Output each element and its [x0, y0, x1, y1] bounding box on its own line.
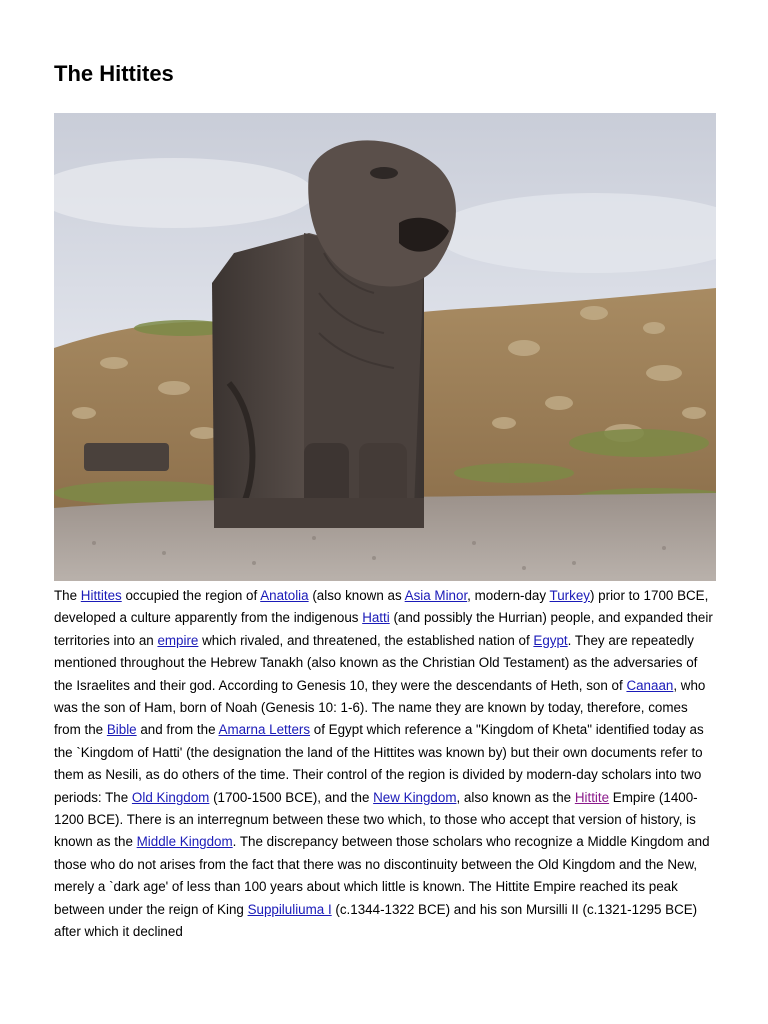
page-title: The Hittites	[54, 61, 174, 86]
lion-statue-photo	[54, 113, 716, 581]
paragraph-text: , who was the son of Ham, born of Noah (Genesis 10: 1-6). The name they are known by today, therefore, comes from the	[54, 677, 706, 738]
link-turkey[interactable]: Turkey	[549, 588, 590, 603]
photo-illustration	[54, 113, 716, 581]
paragraph-text: ) prior to 1700 BCE, developed a culture apparently from the indigenous	[54, 588, 709, 626]
link-suppiluliuma-i[interactable]: Suppiluliuma I	[247, 901, 332, 917]
link-hittite[interactable]: Hittite	[574, 789, 610, 805]
paragraph-text: and from the	[136, 722, 219, 738]
paragraph-text: which rivaled, and threatened, the established nation of	[198, 632, 534, 648]
link-egypt[interactable]: Egypt	[533, 632, 568, 648]
paragraph-text: (c.1344-1322 BCE) and his son Mursilli II (c.1321-1295 BCE) after which it declined	[54, 901, 698, 940]
paragraph-text: . The discrepancy between those scholars who recognize a Middle Kingdom and those who do not arises from the fact that there was no discontinuity between the Old Kingdom and the New, merely a `dark age' of less than 100 years about which little is known. The Hittite Empire reached its peak between under the reign of King	[54, 834, 710, 917]
link-empire[interactable]: empire	[157, 632, 199, 648]
paragraph-text: , also known as the	[456, 789, 575, 805]
link-bible[interactable]: Bible	[106, 722, 137, 738]
link-anatolia[interactable]: Anatolia	[260, 588, 309, 603]
paragraph-text: occupied the region of	[121, 588, 261, 603]
paragraph-text: (and possibly the Hurrian) people, and expanded their territories into an	[54, 610, 713, 648]
link-hatti[interactable]: Hatti	[362, 610, 390, 626]
link-middle-kingdom[interactable]: Middle Kingdom	[136, 834, 233, 850]
link-old-kingdom[interactable]: Old Kingdom	[131, 789, 210, 805]
paragraph-text: , modern-day	[467, 588, 550, 603]
link-canaan[interactable]: Canaan	[626, 677, 674, 693]
article-paragraph	[54, 585, 718, 944]
paragraph-text: The	[54, 588, 81, 603]
link-new-kingdom[interactable]: New Kingdom	[373, 789, 457, 805]
paragraph-text: (1700-1500 BCE), and the	[209, 789, 374, 805]
link-asia-minor[interactable]: Asia Minor	[404, 588, 468, 603]
paragraph-text: (also known as	[308, 588, 405, 603]
paragraph-text: . They are repeatedly mentioned throughout the Hebrew Tanakh (also known as the Christian Old Testament) as the adversaries of the Israelites and their god. According to Genesis 10, they were the descendants of Heth, son of	[54, 632, 698, 693]
paragraph-text: Empire (1400-1200 BCE). There is an interregnum between these two which, to those who accept that version of history, is known as the	[54, 789, 698, 850]
paragraph-text: of Egypt which reference a "Kingdom of Kheta" identified today as the `Kingdom of Hatti' (the designation the land of the Hittites was known by) but their own documents refer to them as Nesili, as do others of the time. Their control of the region is divided by modern-day scholars into two periods: The	[54, 722, 704, 805]
link-hittites[interactable]: Hittites	[80, 588, 122, 603]
link-amarna-letters[interactable]: Amarna Letters	[218, 722, 311, 738]
